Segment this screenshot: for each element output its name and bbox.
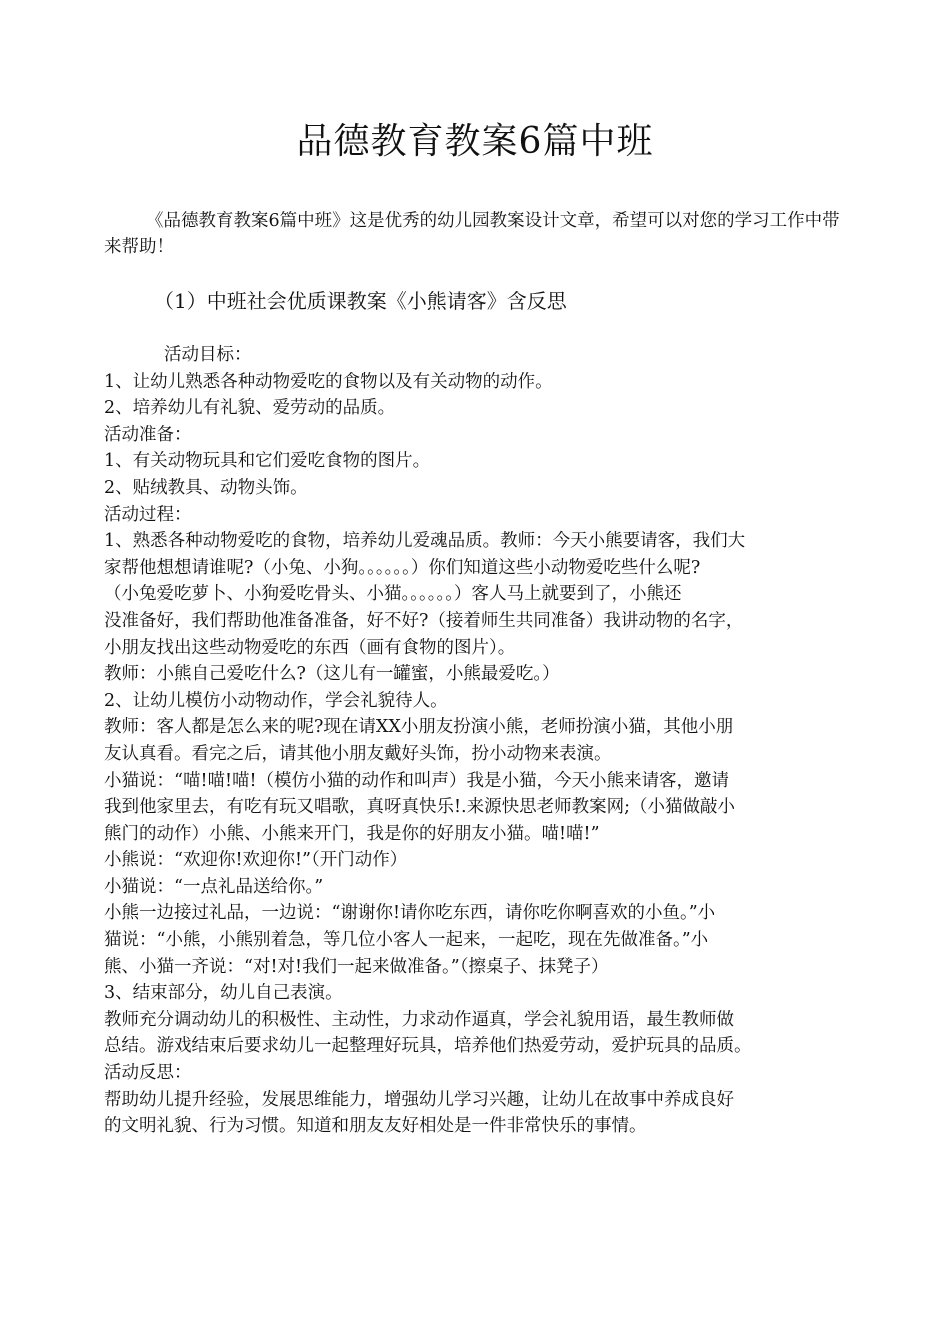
- body-line: 猫说：“小熊，小熊别着急，等几位小客人一起来，一起吃，现在先做准备。”小: [104, 930, 709, 951]
- body-line: 小熊说：“欢迎你!欢迎你!”（开门动作）: [104, 850, 408, 871]
- body-line: 活动准备：: [104, 424, 192, 445]
- body-line: 1、让幼儿熟悉各种动物爱吃的食物以及有关动物的动作。: [104, 371, 553, 392]
- body-line: 没准备好，我们帮助他准备准备，好不好?（接着师生共同准备）我讲动物的名字，: [104, 610, 744, 631]
- body-line: 我到他家里去，有吃有玩又唱歌，真呀真快乐!.来源快思老师教案网;（小猫做敲小: [104, 797, 735, 818]
- body-line: 活动反思：: [104, 1063, 192, 1084]
- body-line: 总结。游戏结束后要求幼儿一起整理好玩具，培养他们热爱劳动，爱护玩具的品质。: [104, 1036, 752, 1057]
- intro-paragraph: 《品德教育教案6篇中班》这是优秀的幼儿园教案设计文章，希望可以对您的学习工作中带来帮助！: [104, 211, 840, 257]
- body-line: 熊门的动作）小熊、小熊来开门，我是你的好朋友小猫。喵!喵!”: [104, 823, 600, 844]
- body-line: 1、有关动物玩具和它们爱吃食物的图片。: [104, 451, 431, 472]
- body-line: 友认真看。看完之后，请其他小朋友戴好头饰，扮小动物来表演。: [104, 743, 612, 764]
- body-line: 熊、小猫一齐说：“对!对!我们一起来做准备。”（擦桌子、抹凳子）: [104, 956, 609, 977]
- body-line: 3、结束部分，幼儿自己表演。: [104, 983, 343, 1004]
- body-line: 活动过程：: [104, 504, 192, 525]
- body-line: 2、贴绒教具、动物头饰。: [104, 477, 308, 498]
- body-line: 活动目标：: [164, 345, 252, 365]
- body-line: 2、让幼儿模仿小动物动作，学会礼貌待人。: [104, 690, 448, 711]
- body-line: 1、熟悉各种动物爱吃的食物，培养幼儿爱魂品质。教师：今天小熊要请客，我们大: [104, 531, 746, 552]
- section-heading: （1）中班社会优质课教案《小熊请客》含反思: [154, 289, 567, 313]
- body-line: 小猫说：“一点礼品送给你。”: [104, 876, 324, 897]
- body-line: 教师：小熊自己爱吃什么?（这儿有一罐蜜，小熊最爱吃。）: [104, 664, 560, 685]
- body-line: 家帮他想想请谁呢?（小兔、小狗。。。。。。）你们知道这些小动物爱吃些什么呢?: [104, 557, 701, 578]
- body-line: 帮助幼儿提升经验，发展思维能力，增强幼儿学习兴趣，让幼儿在故事中养成良好: [104, 1089, 734, 1110]
- body-line: 小猫说：“喵!喵!喵!（模仿小猫的动作和叫声）我是小猫，今天小熊来请客，邀请: [104, 770, 730, 791]
- document-body: [104, 342, 849, 1140]
- body-line: （小兔爱吃萝卜、小狗爱吃骨头、小猫。。。。。。）客人马上就要到了，小熊还: [104, 584, 682, 605]
- body-line: 的文明礼貌、行为习惯。知道和朋友友好相处是一件非常快乐的事情。: [104, 1116, 647, 1137]
- body-line: 教师：客人都是怎么来的呢?现在请XX小朋友扮演小熊，老师扮演小猫，其他小朋: [104, 717, 734, 738]
- body-line: 小朋友找出这些动物爱吃的东西（画有食物的图片）。: [104, 637, 516, 658]
- body-line: 小熊一边接过礼品，一边说：“谢谢你!请你吃东西，请你吃你啊喜欢的小鱼。”小: [104, 903, 716, 924]
- document-title: 品德教育教案6篇中班: [296, 121, 654, 162]
- body-line: 2、培养幼儿有礼貌、爱劳动的品质。: [104, 398, 396, 419]
- body-line: 教师充分调动幼儿的积极性、主动性，力求动作逼真，学会礼貌用语，最生教师做: [104, 1009, 734, 1030]
